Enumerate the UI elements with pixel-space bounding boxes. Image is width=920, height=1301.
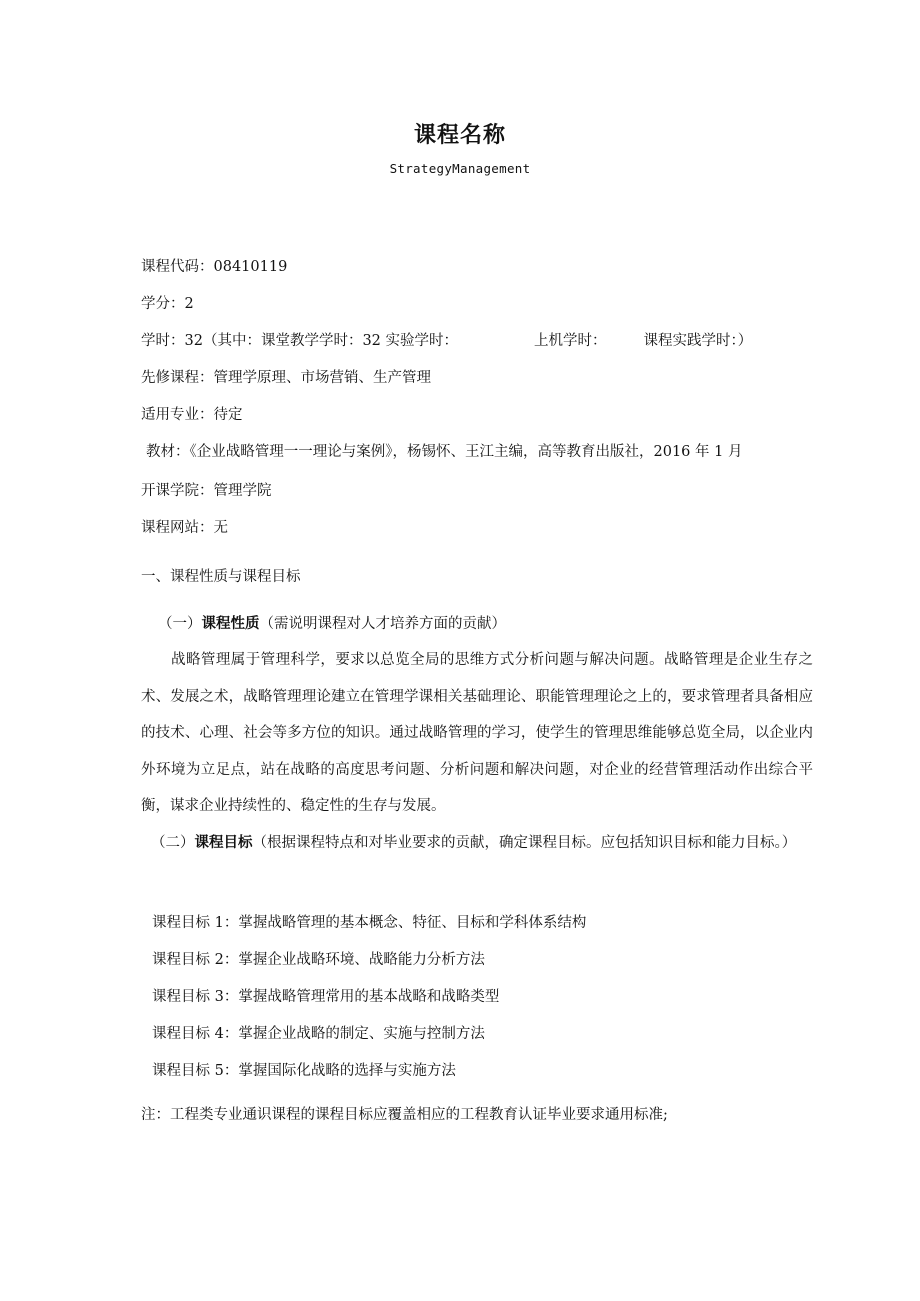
nature-paragraph: 战略管理属于管理科学，要求以总览全局的思维方式分析问题与解决问题。战略管理是企业生存之术、发展之术，战略管理理论建立在管理学课相关基础理论、职能管理理论之上的，要求管理者具备相应的技术、心理、社会等多方位的知识。通过战略管理的学习，使学生的管理思维能够总览全局，以企业内外环境为立足点，站在战略的高度思考问题、分析问题和解决问题，对企业的经营管理活动作出综合平衡，谋求企业持续性的、稳定性的生存与发展。 xyxy=(141,652,813,814)
goals-label: 课程目标 xyxy=(194,834,253,851)
goal-item-1: 课程目标 1：掌握战略管理的基本概念、特征、目标和学科体系结构 xyxy=(152,915,587,931)
goals-heading xyxy=(141,825,813,862)
course-school: 开课学院：管理学院 xyxy=(141,483,272,499)
nature-heading xyxy=(158,612,506,633)
nature-note: （需说明课程对人才培养方面的贡献） xyxy=(259,616,506,632)
nature-label: 课程性质 xyxy=(201,615,260,632)
nature-prefix: （一） xyxy=(158,616,202,632)
hours-practice: 课程实践学时：） xyxy=(643,333,753,349)
course-prerequisites: 先修课程：管理学原理、市场营销、生产管理 xyxy=(141,370,431,386)
course-textbook: 教材：《企业战略管理一一理论与案例》，杨锡怀、王江主编，高等教育出版社，2016 年 1 月 xyxy=(146,444,743,460)
section-heading: 一、课程性质与课程目标 xyxy=(141,569,301,585)
course-hours xyxy=(141,329,752,350)
course-major: 适用专业：待定 xyxy=(141,407,243,423)
course-subtitle: StrategyManagement xyxy=(389,161,531,176)
goal-item-3: 课程目标 3：掌握战略管理常用的基本战略和战略类型 xyxy=(152,989,500,1005)
course-credit: 学分：2 xyxy=(141,296,194,312)
course-website: 课程网站：无 xyxy=(141,520,228,536)
goals-note: （根据课程特点和对毕业要求的贡献，确定课程目标。应包括知识目标和能力目标。） xyxy=(252,835,797,851)
hours-computer: 上机学时： xyxy=(534,333,607,349)
goal-item-5: 课程目标 5：掌握国际化战略的选择与实施方法 xyxy=(152,1063,456,1079)
footnote: 注：工程类专业通识课程的课程目标应覆盖相应的工程教育认证毕业要求通用标准; xyxy=(141,1107,668,1123)
goal-item-4: 课程目标 4：掌握企业战略的制定、实施与控制方法 xyxy=(152,1026,485,1042)
hours-main: 学时：32（其中：课堂教学学时：32 实验学时： xyxy=(141,333,459,349)
goal-item-2: 课程目标 2：掌握企业战略环境、战略能力分析方法 xyxy=(152,952,485,968)
course-code: 课程代码：08410119 xyxy=(141,259,288,275)
goals-prefix: （二） xyxy=(151,835,195,851)
course-title: 课程名称 xyxy=(413,123,506,148)
